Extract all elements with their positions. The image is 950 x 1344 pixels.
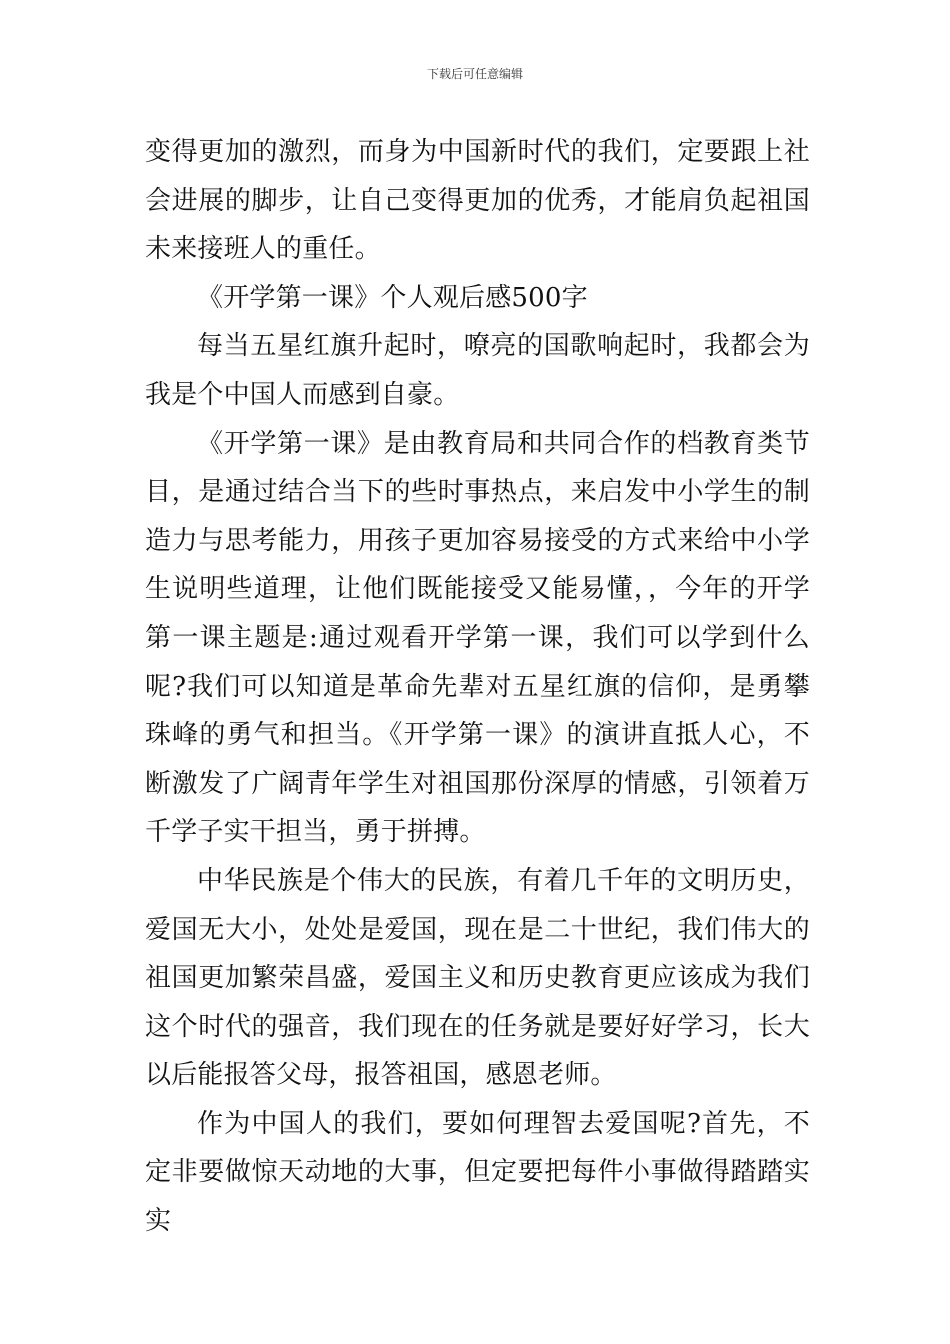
paragraph-4: 中华民族是个伟大的民族，有着几千年的文明历史，爱国无大小，处处是爱国，现在是二十世纪，我们伟大的祖国更加繁荣昌盛，爱国主义和历史教育更应该成为我们这个时代的强音，我们现在的任务就是要好好学习，长大以后能报答父母，报答祖国，感恩老师。 [145,865,810,1091]
page-header: 下载后可任意编辑 [426,67,523,81]
paragraph-5: 作为中国人的我们，要如何理智去爱国呢?首先，不定非要做惊天动地的大事，但定要把每件小事做得踏踏实实 [145,1108,810,1237]
section-heading: 《开学第一课》个人观后感500字 [197,282,588,313]
paragraph-2: 每当五星红旗升起时，嘹亮的国歌响起时，我都会为我是个中国人而感到自豪。 [145,331,810,410]
paragraph-3: 《开学第一课》是由教育局和共同合作的档教育类节目，是通过结合当下的些时事热点，来启发中小学生的制造力与思考能力，用孩子更加容易接受的方式来给中小学生说明些道理，让他们既能接受又能易懂，，今年的开学第一课主题是:通过观看开学第一课，我们可以学到什么呢?我们可以知道是革命先辈对五星红旗的信仰，是勇攀珠峰的勇气和担当。《开学第一课》的演讲直抵人心，不断激发了广阔青年学生对祖国那份深厚的情感，引领着万千学子实干担当，勇于拼搏。 [145,428,810,848]
document-body [145,128,810,1246]
paragraph-1: 变得更加的激烈，而身为中国新时代的我们，定要跟上社会进展的脚步，让自己变得更加的优秀，才能肩负起祖国未来接班人的重任。 [145,137,810,265]
